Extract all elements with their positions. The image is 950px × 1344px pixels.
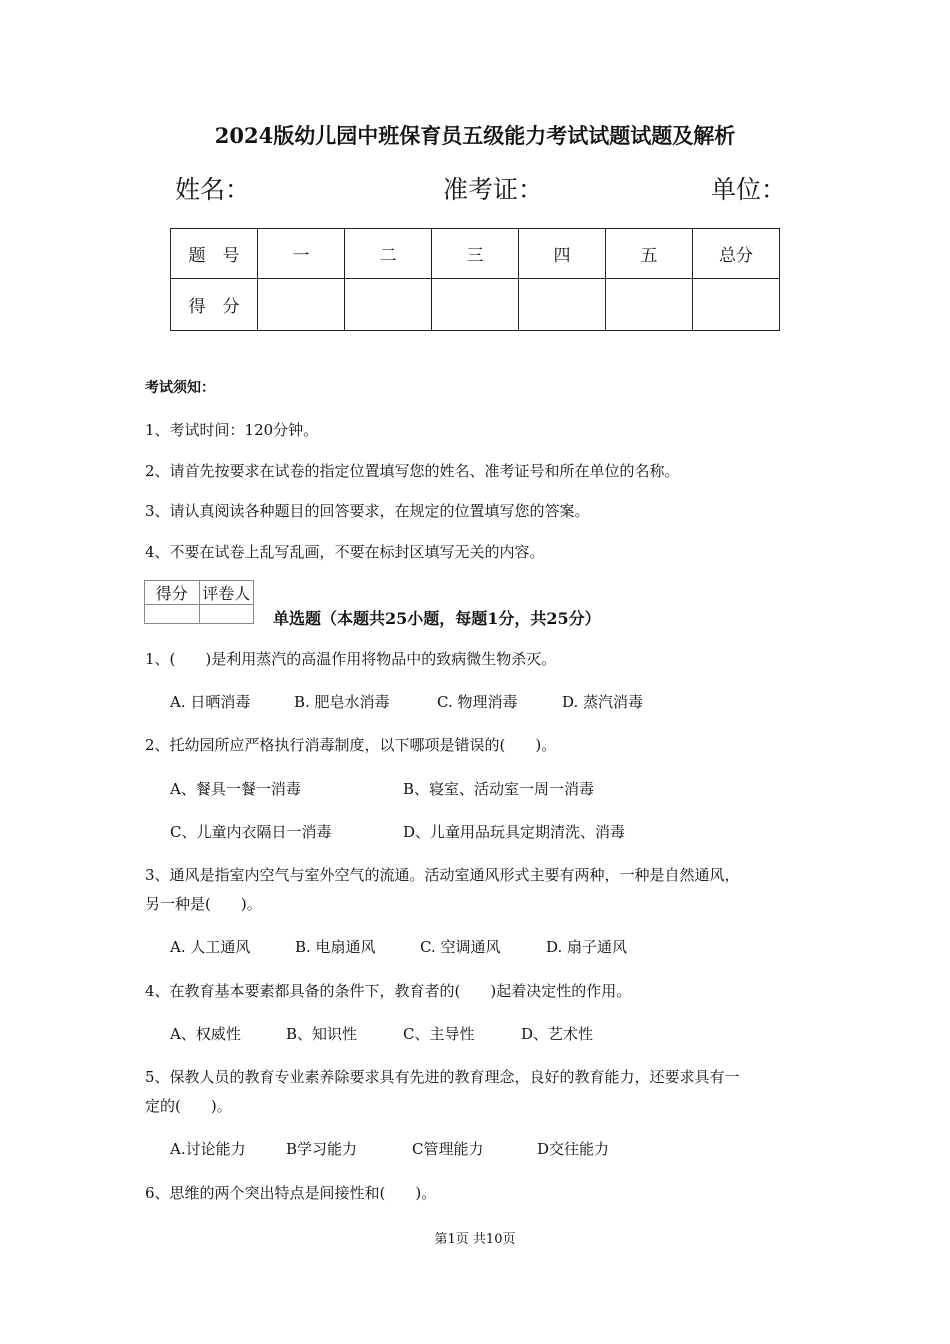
option-b: B、寝室、活动室一周一消毒 [403, 780, 595, 798]
grader-box [144, 580, 254, 624]
option-b: B. 电扇通风 [295, 938, 376, 956]
option-a: A. 日晒消毒 [170, 693, 251, 711]
option-b: B学习能力 [286, 1140, 358, 1158]
option-d: D. 蒸汽消毒 [562, 693, 644, 711]
score-header-cell: 三 [432, 229, 519, 279]
option-a: A.讨论能力 [170, 1140, 246, 1158]
option-d: D、艺术性 [521, 1025, 594, 1043]
score-table-header-row [171, 229, 780, 279]
name-field-label: 姓名： [175, 175, 251, 204]
option-b: B. 肥皂水消毒 [294, 693, 390, 711]
exam-id-field-label: 准考证： [443, 175, 544, 204]
option-a: A、餐具一餐一消毒 [170, 780, 301, 798]
notice-heading: 考试须知： [145, 380, 215, 396]
option-c: C管理能力 [412, 1140, 484, 1158]
question-stem: 5、保教人员的教育专业素养除要求具有先进的教育理念，良好的教育能力，还要求具有一 [145, 1068, 740, 1086]
grader-reviewer-cell[interactable] [199, 605, 254, 624]
score-header-cell: 四 [519, 229, 606, 279]
score-table-score-row [171, 279, 780, 331]
score-header-cell: 题 号 [171, 229, 258, 279]
question-stem: 1、( )是利用蒸汽的高温作用将物品中的致病微生物杀灭。 [145, 650, 557, 668]
page-footer: 第1页 共10页 [434, 1232, 516, 1247]
score-header-cell: 一 [258, 229, 345, 279]
question-stem: 4、在教育基本要素都具备的条件下，教育者的( )起着决定性的作用。 [145, 982, 632, 1000]
score-header-cell: 五 [606, 229, 693, 279]
score-row-label: 得 分 [171, 279, 258, 331]
score-entry-cell[interactable] [606, 279, 693, 331]
option-c: C. 物理消毒 [437, 693, 518, 711]
question-stem: 2、托幼园所应严格执行消毒制度，以下哪项是错误的( )。 [145, 736, 557, 754]
option-c: C. 空调通风 [420, 938, 501, 956]
option-b: B、知识性 [286, 1025, 358, 1043]
score-entry-cell[interactable] [258, 279, 345, 331]
score-entry-cell[interactable] [519, 279, 606, 331]
section-title: 单选题（本题共25小题，每题1分，共25分） [273, 609, 601, 628]
question-stem-continued: 另一种是( )。 [145, 895, 262, 913]
option-d: D交往能力 [537, 1140, 610, 1158]
option-c: C、主导性 [403, 1025, 475, 1043]
unit-field-label: 单位： [711, 175, 787, 204]
grader-reviewer-label: 评卷人 [199, 581, 254, 605]
option-d: D. 扇子通风 [546, 938, 628, 956]
grader-score-cell[interactable] [145, 605, 200, 624]
score-entry-cell[interactable] [432, 279, 519, 331]
notice-item: 3、请认真阅读各种题目的回答要求，在规定的位置填写您的答案。 [145, 502, 590, 520]
notice-item: 1、考试时间：120分钟。 [145, 421, 319, 439]
question-stem: 6、思维的两个突出特点是间接性和( )。 [145, 1184, 437, 1202]
option-c: C、儿童内衣隔日一消毒 [170, 823, 332, 841]
notice-item: 2、请首先按要求在试卷的指定位置填写您的姓名、准考证号和所在单位的名称。 [145, 462, 680, 480]
question-stem: 3、通风是指室内空气与室外空气的流通。活动室通风形式主要有两种，一种是自然通风， [145, 866, 740, 884]
option-d: D、儿童用品玩具定期清洗、消毒 [403, 823, 626, 841]
option-a: A. 人工通风 [170, 938, 251, 956]
score-entry-cell[interactable] [345, 279, 432, 331]
document-title: 2024版幼儿园中班保育员五级能力考试试题试题及解析 [214, 123, 736, 148]
score-entry-cell[interactable] [693, 279, 780, 331]
grader-score-label: 得分 [145, 581, 200, 605]
score-header-cell: 总分 [693, 229, 780, 279]
notice-item: 4、不要在试卷上乱写乱画，不要在标封区填写无关的内容。 [145, 543, 545, 561]
question-stem-continued: 定的( )。 [145, 1097, 232, 1115]
option-a: A、权威性 [170, 1025, 241, 1043]
score-table [170, 228, 780, 331]
score-header-cell: 二 [345, 229, 432, 279]
